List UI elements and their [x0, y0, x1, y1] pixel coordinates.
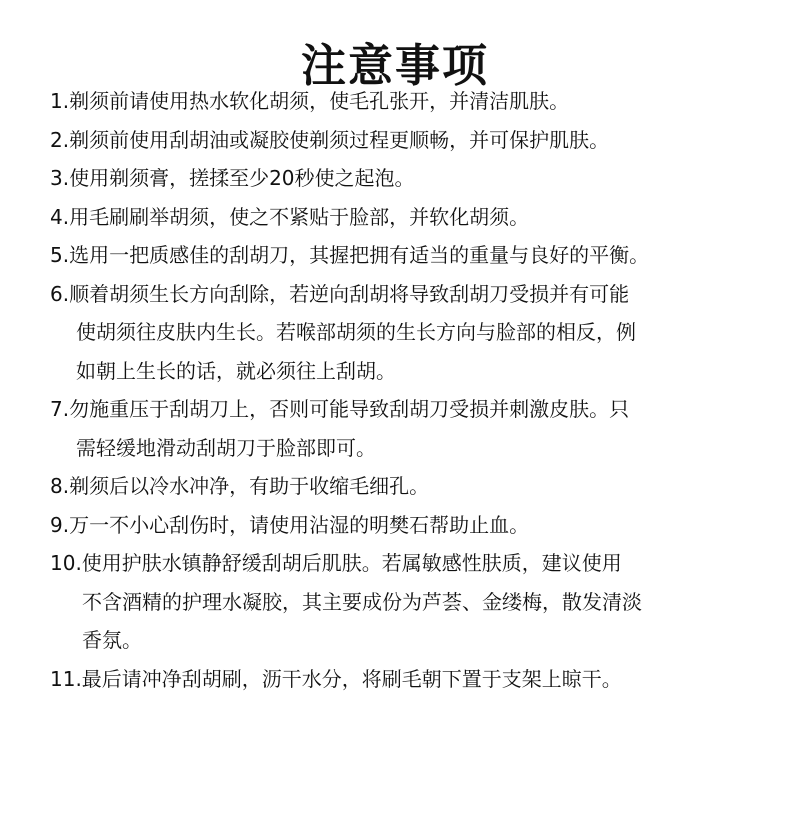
note-item — [50, 506, 760, 545]
note-item — [50, 121, 760, 160]
page-title: 注意事项 — [300, 39, 489, 93]
note-line-continuation: 如朝上生长的话，就必须往上刮胡。 — [76, 358, 396, 383]
note-line: 4.用毛刷刷举胡须，使之不紧贴于脸部，并软化胡须。 — [50, 204, 530, 229]
note-line: 9.万一不小心刮伤时，请使用沾湿的明樊石帮助止血。 — [50, 512, 530, 537]
note-line-continuation: 香氛。 — [82, 628, 142, 652]
note-item — [50, 82, 760, 121]
note-line: 3.使用剃须膏，搓揉至少20秒使之起泡。 — [50, 166, 415, 190]
note-item — [50, 390, 760, 467]
note-line: 7.勿施重压于刮胡刀上，否则可能导致刮胡刀受损并刺激皮肤。只 — [50, 397, 630, 421]
note-item — [50, 236, 760, 275]
note-line-continuation: 需轻缓地滑动刮胡刀于脸部即可。 — [76, 435, 376, 460]
note-item — [50, 198, 760, 237]
note-line: 6.顺着胡须生长方向刮除，若逆向刮胡将导致刮胡刀受损并有可能 — [50, 281, 630, 306]
note-line: 1.剃须前请使用热水软化胡须，使毛孔张开，并清洁肌肤。 — [50, 89, 570, 113]
note-item — [50, 275, 760, 391]
note-line: 11.最后请冲净刮胡刷，沥干水分，将刷毛朝下置于支架上晾干。 — [50, 666, 622, 691]
note-line: 8.剃须后以冷水冲净，有助于收缩毛细孔。 — [50, 474, 430, 498]
note-item — [50, 544, 760, 660]
note-line: 2.剃须前使用刮胡油或凝胶使剃须过程更顺畅，并可保护肌肤。 — [50, 127, 610, 152]
note-line: 5.选用一把质感佳的刮胡刀，其握把拥有适当的重量与良好的平衡。 — [50, 243, 650, 267]
note-item — [50, 159, 760, 198]
note-line: 10.使用护肤水镇静舒缓刮胡后肌肤。若属敏感性肤质，建议使用 — [50, 551, 622, 575]
note-line-continuation: 使胡须往皮肤内生长。若喉部胡须的生长方向与脸部的相反，例 — [76, 320, 636, 344]
note-item — [50, 467, 760, 506]
notes-list — [50, 82, 760, 698]
note-line-continuation: 不含酒精的护理水凝胶，其主要成份为芦荟、金缕梅，散发清淡 — [82, 589, 642, 614]
note-item — [50, 660, 760, 699]
